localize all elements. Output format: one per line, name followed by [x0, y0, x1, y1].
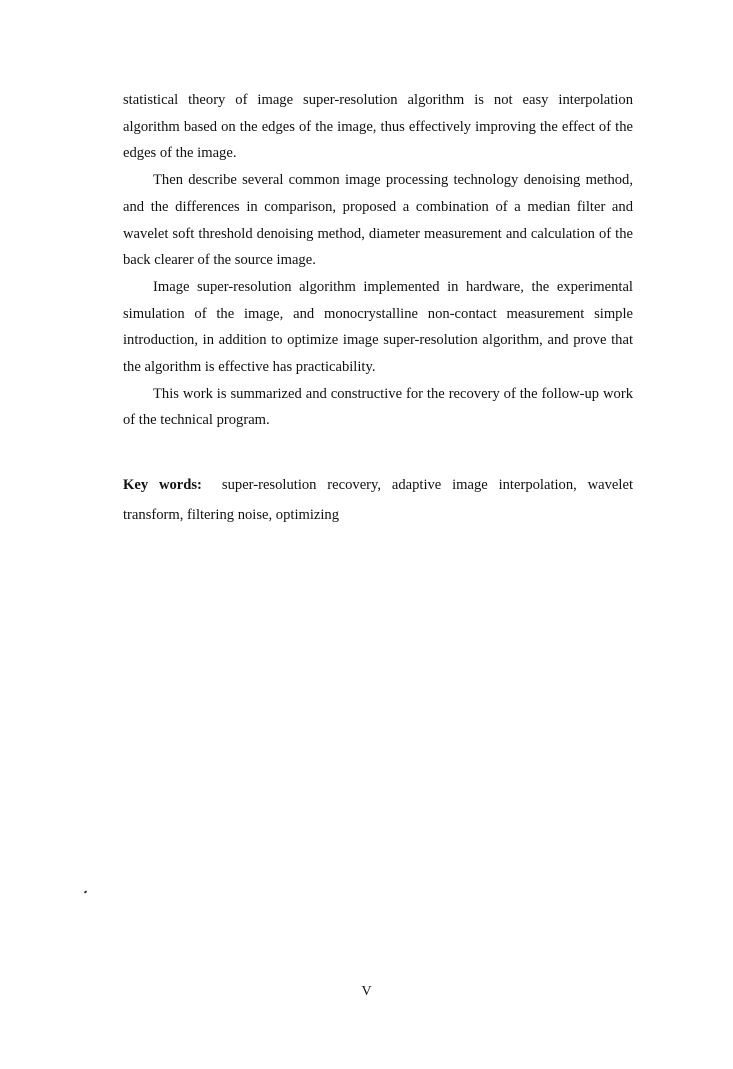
keywords-block	[123, 470, 633, 530]
abstract-body	[123, 87, 633, 434]
paragraph-hardware: Image super-resolution algorithm implemented in hardware, the experimental simulation of the image, and monocrystalline non-contact measurement simple introduction, in addition to optimize image super-resolution algorithm, and prove that the algorithm is effective has practicability.	[123, 278, 633, 376]
paragraph-denoising: Then describe several common image processing technology denoising method, and the differences in comparison, proposed a combination of a median filter and wavelet soft threshold denoising method, diameter measurement and calculation of the back clearer of the source image.	[123, 172, 633, 269]
keywords-text: super-resolution recovery, adaptive image interpolation, wavelet transform, filtering noise, optimizing	[123, 477, 633, 523]
keywords-label: Key words:	[123, 477, 202, 493]
page-number: V	[361, 984, 372, 999]
scan-speck	[84, 890, 88, 893]
paragraph-continuation: statistical theory of image super-resolution algorithm is not easy interpolation algorithm based on the edges of the image, thus effectively improving the effect of the edges of the image.	[123, 92, 633, 162]
paragraph-summary: This work is summarized and constructive for the recovery of the follow-up work of the technical program.	[123, 385, 633, 429]
